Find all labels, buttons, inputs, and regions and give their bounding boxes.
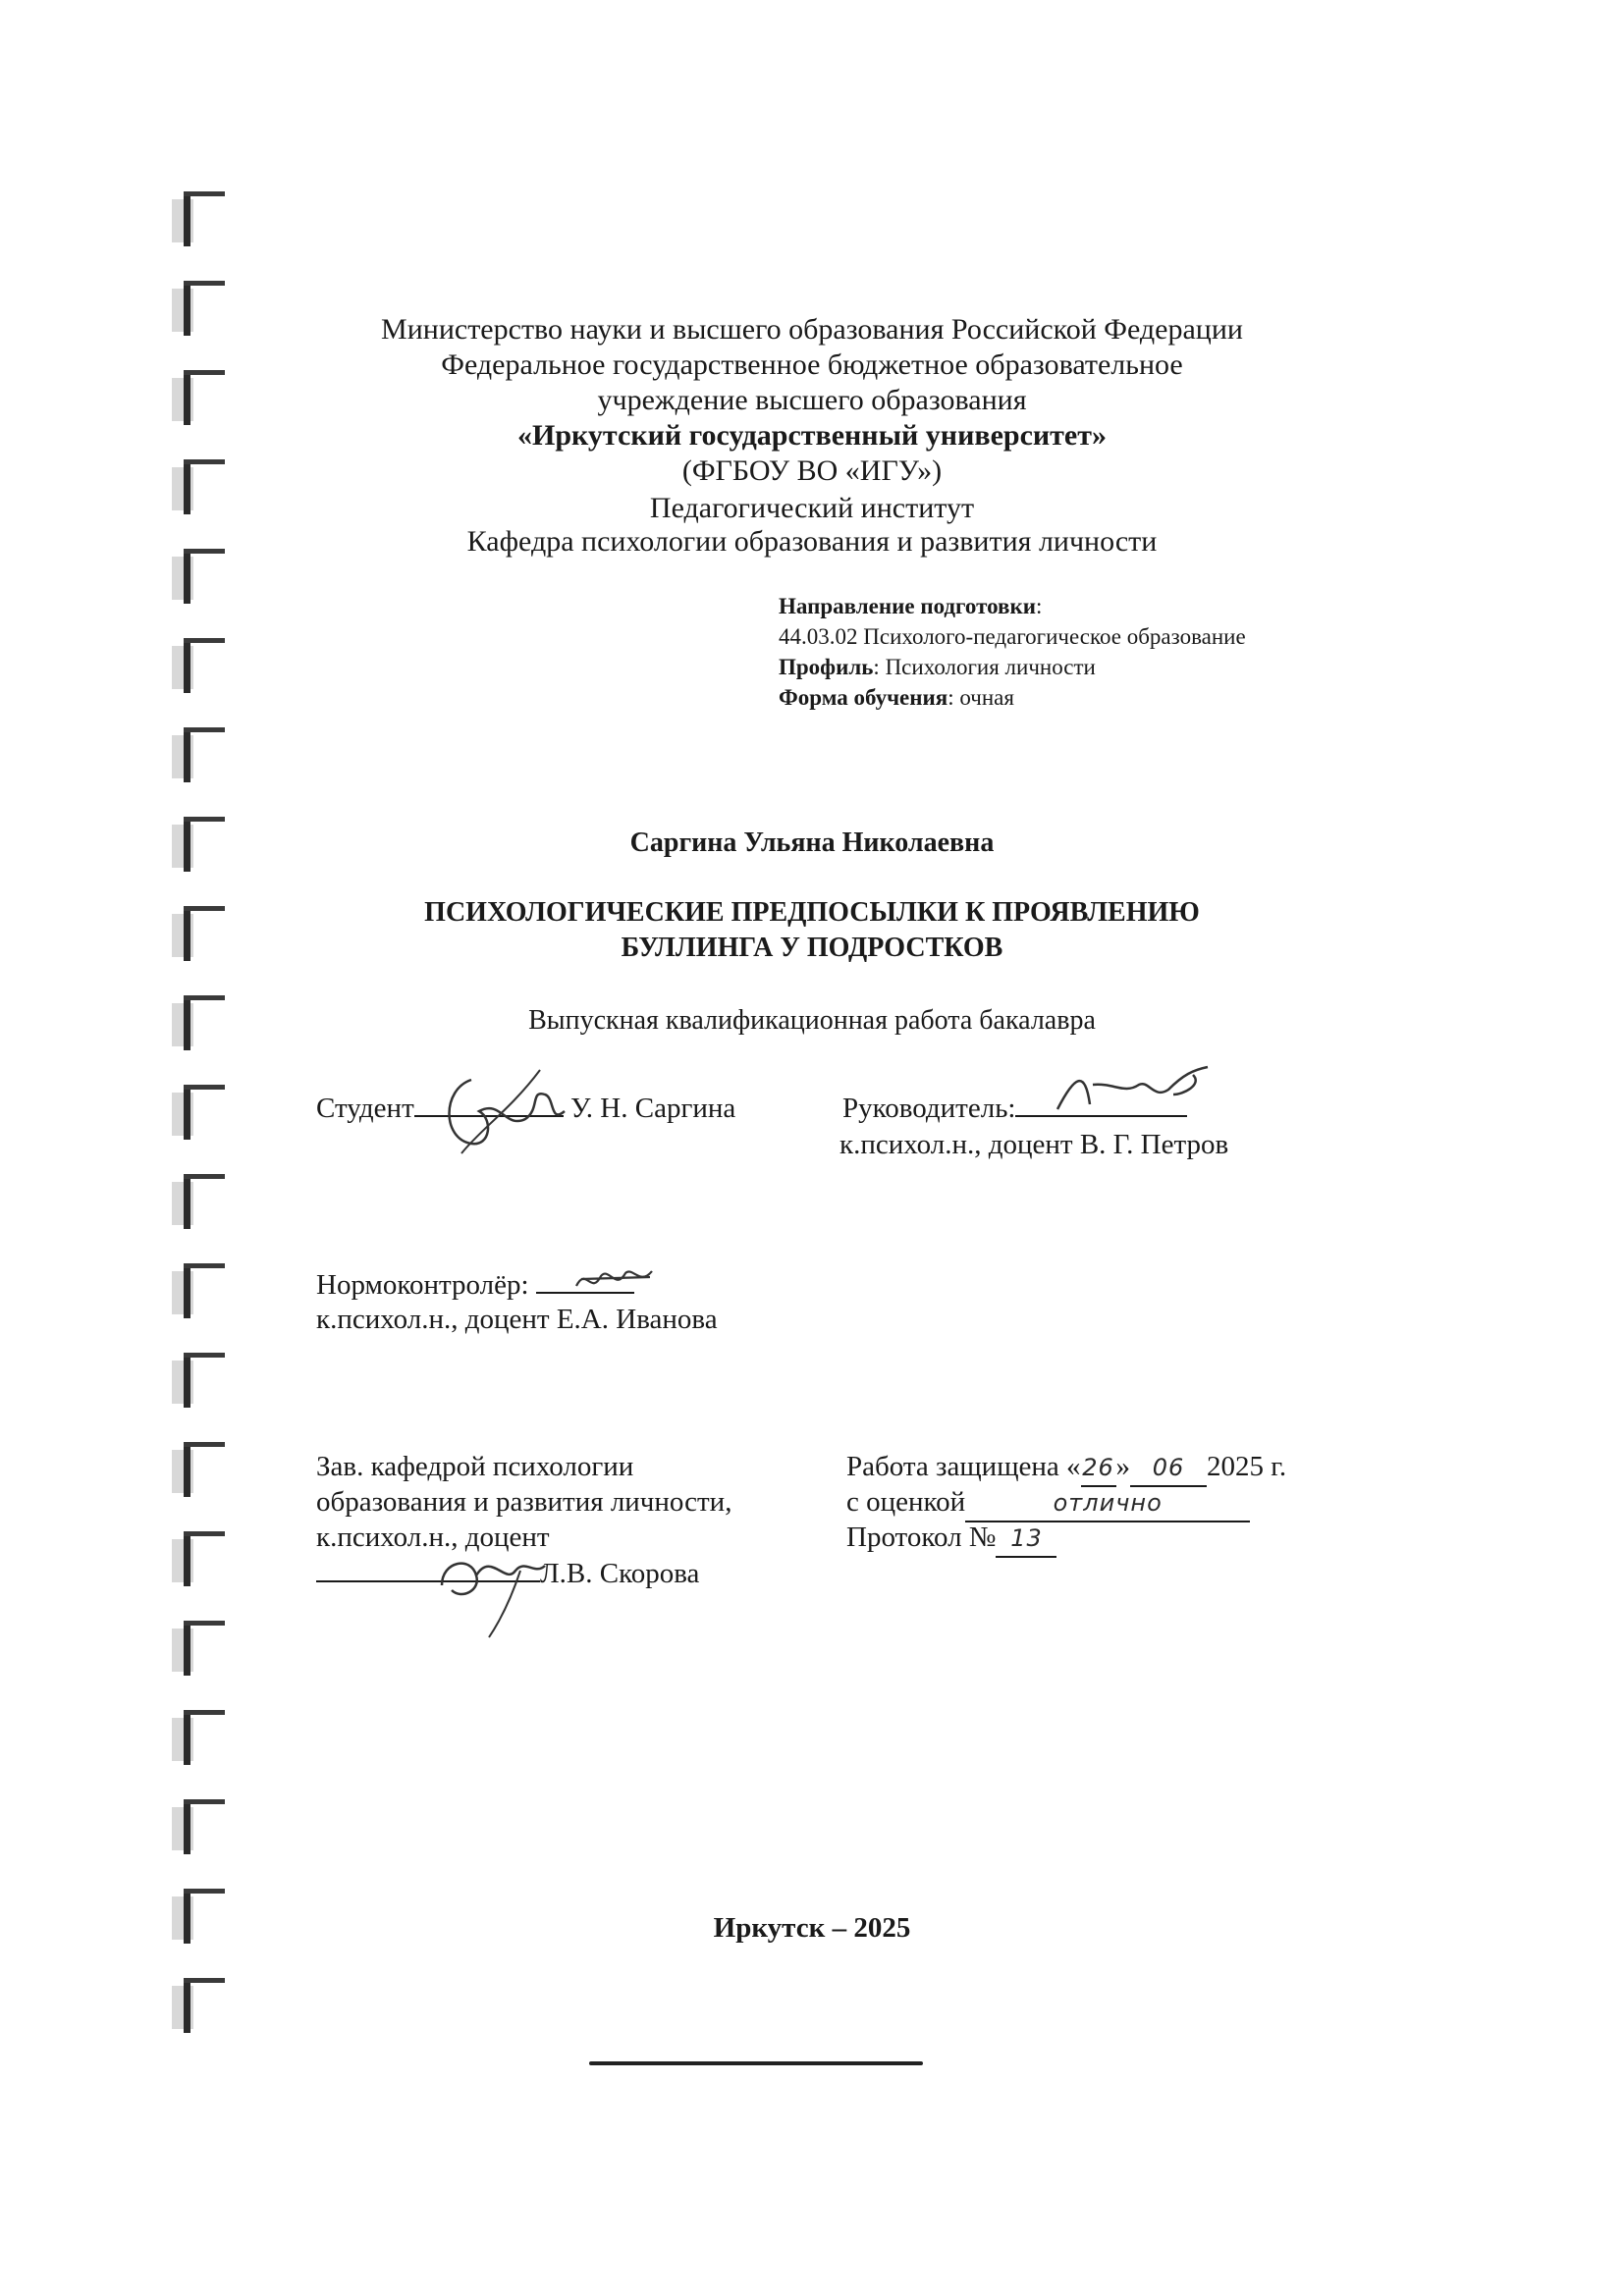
head-line-2: образования и развития личности, xyxy=(316,1486,732,1518)
head-line-3: к.психол.н., доцент xyxy=(316,1522,550,1553)
institute-name: Педагогический институт xyxy=(649,492,975,524)
profile-label: Профиль xyxy=(779,655,874,679)
head-signature xyxy=(422,1531,560,1639)
university-abbr: (ФГБОУ ВО «ИГУ») xyxy=(681,454,943,487)
student-label: Студент xyxy=(316,1093,414,1124)
binding-mark xyxy=(172,1531,231,1586)
defense-quote-close: » xyxy=(1115,1451,1131,1482)
head-line-1: Зав. кафедрой психологии xyxy=(316,1451,634,1482)
profile-row: Профиль: Психология личности xyxy=(779,655,1096,679)
binding-mark xyxy=(172,1174,231,1229)
defense-prefix: Работа защищена « xyxy=(846,1451,1081,1482)
binding-mark xyxy=(172,1978,231,2033)
grade-value: отлично xyxy=(965,1485,1250,1522)
ministry-line: Министерство науки и высшего образования Российской Федерации xyxy=(381,313,1243,346)
student-name: У. Н. Саргина xyxy=(570,1093,736,1124)
defense-day: 26 xyxy=(1081,1450,1116,1487)
grade-label: с оценкой xyxy=(846,1486,966,1518)
protocol-row xyxy=(846,1520,1056,1558)
binding-mark xyxy=(172,638,231,693)
binding-mark xyxy=(172,1442,231,1497)
binding-mark xyxy=(172,1621,231,1676)
binding-mark xyxy=(172,1799,231,1854)
thesis-title-line-1: ПСИХОЛОГИЧЕСКИЕ ПРЕДПОСЫЛКИ К ПРОЯВЛЕНИЮ xyxy=(424,897,1200,928)
defense-date-row xyxy=(846,1449,1286,1487)
binding-mark xyxy=(172,727,231,782)
bottom-rule xyxy=(589,2061,923,2065)
institution-line-2: учреждение высшего образования xyxy=(597,384,1027,416)
normcontrol-signature xyxy=(571,1261,660,1301)
protocol-label: Протокол № xyxy=(846,1522,997,1553)
binding-mark xyxy=(172,1353,231,1408)
thesis-type: Выпускная квалификационная работа бакалавра xyxy=(528,1005,1096,1036)
supervisor-title: к.психол.н., доцент В. Г. Петров xyxy=(839,1129,1229,1160)
form-value: очная xyxy=(959,685,1014,710)
head-name: Л.В. Скорова xyxy=(540,1558,700,1589)
binding-mark xyxy=(172,191,231,246)
supervisor-label: Руководитель: xyxy=(842,1093,1016,1124)
form-row: Форма обучения: очная xyxy=(779,685,1014,710)
binding-mark xyxy=(172,1085,231,1140)
form-label: Форма обучения xyxy=(779,685,948,710)
defense-year: 2025 г. xyxy=(1207,1451,1287,1482)
defense-month: 06 xyxy=(1130,1450,1207,1487)
thesis-title-line-2: БУЛЛИНГА У ПОДРОСТКОВ xyxy=(621,933,1003,963)
city-year: Иркутск – 2025 xyxy=(713,1912,911,1944)
direction-label-row: Направление подготовки: xyxy=(779,594,1043,618)
direction-label: Направление подготовки xyxy=(779,594,1036,618)
student-signature xyxy=(432,1050,579,1168)
protocol-number: 13 xyxy=(996,1521,1056,1558)
department-name: Кафедра психологии образования и развития личности xyxy=(466,525,1158,558)
normcontrol-title: к.психол.н., доцент Е.А. Иванова xyxy=(316,1304,718,1335)
profile-value: Психология личности xyxy=(885,655,1096,679)
institution-line-1: Федеральное государственное бюджетное образовательное xyxy=(441,348,1183,381)
supervisor-signature xyxy=(1046,1055,1222,1124)
normcontrol-label: Нормоконтролёр: xyxy=(316,1269,529,1301)
university-name: «Иркутский государственный университет» xyxy=(517,419,1107,452)
binding-mark xyxy=(172,1710,231,1765)
direction-value: 44.03.02 Психолого-педагогическое образование xyxy=(779,624,1246,649)
author-name: Саргина Ульяна Николаевна xyxy=(629,828,995,858)
grade-row xyxy=(846,1484,1250,1522)
binding-mark xyxy=(172,1263,231,1318)
